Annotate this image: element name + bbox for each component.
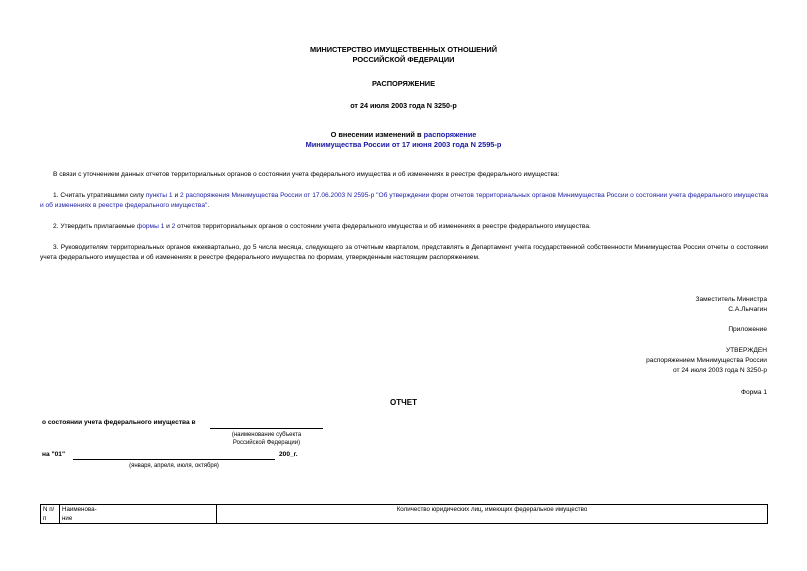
report-title: ОТЧЕТ	[390, 398, 417, 407]
p2-link-form1[interactable]: формы 1	[136, 223, 165, 230]
p1-link-order[interactable]: 2 распоряжения Минимущества России от 17.06.2003 N 2595-р "Об утверждении форм отчетов территориальных органов Минимущества России о состоянии учета федерального имущества и об изменениях в реестре федерального имущества"	[40, 192, 768, 209]
p1-text-a: 1. Считать утратившими силу	[53, 192, 146, 199]
p1-text-c: .	[207, 202, 210, 209]
p2-text-c: отчетов территориальных органов о состоянии учета федерального имущества и об изменениях в реестре федерального имущества.	[175, 223, 591, 230]
subject-line1	[0, 130, 807, 140]
ministry-name-line2: РОССИЙСКОЙ ФЕДЕРАЦИИ	[352, 55, 455, 64]
approval-block	[646, 346, 767, 376]
p2-text-b: и	[164, 223, 172, 230]
appendix-label: Приложение	[728, 326, 767, 333]
report-state-label: о состоянии учета федерального имущества в	[42, 419, 196, 426]
document-type: РАСПОРЯЖЕНИЕ	[371, 79, 436, 88]
intro-paragraph	[40, 170, 768, 180]
col-count-header: Количество юридических лиц, имеющих федеральное имущество	[217, 505, 768, 524]
subject-line2: Минимущества России от 17 июня 2003 года N 2595-р	[305, 140, 502, 149]
subject-name-line	[210, 428, 323, 429]
subject-caption-line1: (наименование субъекта	[231, 432, 302, 438]
paragraph-1	[40, 191, 768, 211]
intro-text: В связи с уточнением данных отчетов территориальных органов о состоянии учета федерального имущества и об изменениях в реестре федерального имущества:	[53, 171, 560, 178]
month-line	[73, 459, 275, 460]
paragraph-2	[40, 222, 768, 232]
subject-caption-line2: Российской Федерации)	[232, 440, 301, 446]
paragraph-3	[40, 243, 768, 263]
approval-by: распоряжением Минимущества России	[646, 357, 767, 364]
form-number: Форма 1	[740, 389, 767, 396]
month-caption: (января, апреля, июля, октября)	[129, 463, 219, 469]
subject-name-caption	[210, 431, 323, 447]
approval-date: от 24 июля 2003 года N 3250-р	[672, 367, 767, 374]
p1-text-b: и	[172, 192, 181, 199]
p1-link-point1[interactable]: пункты 1	[145, 192, 173, 199]
signature-name: С.А.Лычагин	[728, 306, 767, 313]
table-header-row	[41, 505, 768, 524]
approval-status: УТВЕРЖДЕН	[725, 347, 767, 354]
report-date-label: на "01"	[42, 451, 66, 458]
subject-prefix: О внесении изменений в	[330, 130, 424, 139]
document-header	[0, 45, 807, 65]
ministry-name-line1: МИНИСТЕРСТВО ИМУЩЕСТВЕННЫХ ОТНОШЕНИЙ	[309, 45, 498, 54]
report-table	[40, 504, 768, 524]
col-name-header-line2: ние	[62, 515, 73, 522]
p3-text: 3. Руководителям территориальных органов ежеквартально, до 5 числа месяца, следующего за отчетным кварталом, представлять в Департамент учета государственной собственности Минимущества России отчеты о состоянии учета федерального имущества и об изменениях в реестре федерального имущества по формам, утвержденным настоящим распоряжением.	[40, 244, 768, 261]
signature-block	[695, 295, 767, 315]
p2-text-a: 2. Утвердить прилагаемые	[53, 223, 137, 230]
p2-link-form2[interactable]: 2	[171, 223, 176, 230]
signature-title: Заместитель Министра	[695, 296, 767, 303]
col-name-header-line1: Наименова-	[62, 506, 97, 513]
document-date: от 24 июля 2003 года N 3250-р	[350, 101, 457, 110]
document-subject	[0, 130, 807, 150]
col-name-header	[60, 505, 217, 524]
subject-link-order[interactable]: распоряжение	[423, 130, 477, 139]
col-number-header: N п/п	[41, 505, 60, 524]
report-year: 200_г.	[279, 451, 298, 458]
